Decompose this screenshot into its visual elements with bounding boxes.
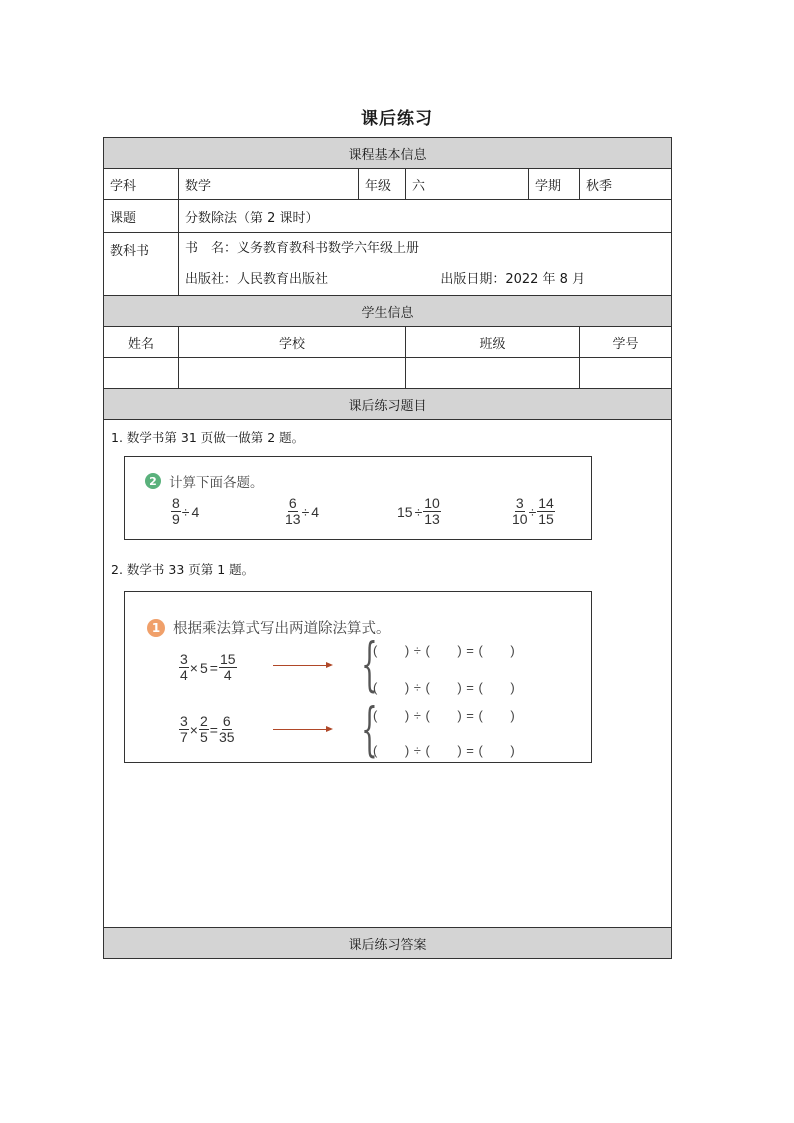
name-field[interactable] xyxy=(104,358,179,389)
badge-2: 2 xyxy=(145,473,161,489)
section-answers: 课后练习答案 xyxy=(104,928,672,959)
multiplication-2: $\frac{3}{7}$ × $\frac{2}{5}$ = $\frac{6}{35}$ xyxy=(180,713,235,745)
brace-1: { xyxy=(361,630,378,698)
id-label: 学号 xyxy=(580,327,672,358)
arrow-1 xyxy=(273,665,331,666)
badge-1: 1 xyxy=(147,619,165,637)
exercise-1-figure xyxy=(124,456,592,540)
topic-label: 课题 xyxy=(104,200,179,233)
textbook-label: 教科书 xyxy=(104,233,179,296)
id-field[interactable] xyxy=(580,358,672,389)
book-name: 书 名：义务教育教科书数学六年级上册 xyxy=(185,241,420,256)
brace-2: { xyxy=(361,695,378,763)
exercise-1-header: 计算下面各题。 xyxy=(169,475,264,491)
calc-item-1: $\frac{8}{9}$ ÷ 4 xyxy=(172,495,200,527)
calc-item-2: $\frac{6}{13}$ ÷ 4 xyxy=(285,495,320,527)
section-student-info: 学生信息 xyxy=(104,296,672,327)
class-label: 班级 xyxy=(406,327,580,358)
grade-label: 年级 xyxy=(359,169,406,200)
question-2: 2. 数学书 33 页第 1 题。 xyxy=(111,562,255,577)
topic-value: 分数除法（第 2 课时） xyxy=(179,200,672,233)
school-label: 学校 xyxy=(179,327,406,358)
subject-label: 学科 xyxy=(104,169,179,200)
subject-value: 数学 xyxy=(179,169,359,200)
section-course-info: 课程基本信息 xyxy=(104,138,672,169)
exercise-2-header: 根据乘法算式写出两道除法算式。 xyxy=(173,621,391,637)
blank-line-4: ( ) ÷ ( ) = ( ) xyxy=(373,743,516,758)
exercise-area xyxy=(104,420,672,928)
grade-value: 六 xyxy=(406,169,529,200)
multiplication-1: $\frac{3}{4}$ × 5 = $\frac{15}{4}$ xyxy=(180,651,236,683)
publish-date: 出版日期：2022 年 8 月 xyxy=(440,272,586,287)
page-title: 课后练习 xyxy=(361,109,433,129)
calc-item-4: $\frac{3}{10}$ ÷ $\frac{14}{15}$ xyxy=(512,495,554,527)
term-label: 学期 xyxy=(529,169,580,200)
blank-line-2: ( ) ÷ ( ) = ( ) xyxy=(373,680,516,695)
course-table xyxy=(103,137,672,959)
question-1: 1. 数学书第 31 页做一做第 2 题。 xyxy=(111,430,305,445)
calc-item-3: 15 ÷ $\frac{10}{13}$ xyxy=(397,495,440,527)
section-exercises: 课后练习题目 xyxy=(104,389,672,420)
school-field[interactable] xyxy=(179,358,406,389)
class-field[interactable] xyxy=(406,358,580,389)
publisher: 出版社：人民教育出版社 xyxy=(185,272,329,287)
textbook-info xyxy=(179,233,672,296)
blank-line-1: ( ) ÷ ( ) = ( ) xyxy=(373,643,516,658)
blank-line-3: ( ) ÷ ( ) = ( ) xyxy=(373,708,516,723)
exercise-2-figure xyxy=(124,591,592,763)
name-label: 姓名 xyxy=(104,327,179,358)
arrow-2 xyxy=(273,729,331,730)
term-value: 秋季 xyxy=(580,169,672,200)
